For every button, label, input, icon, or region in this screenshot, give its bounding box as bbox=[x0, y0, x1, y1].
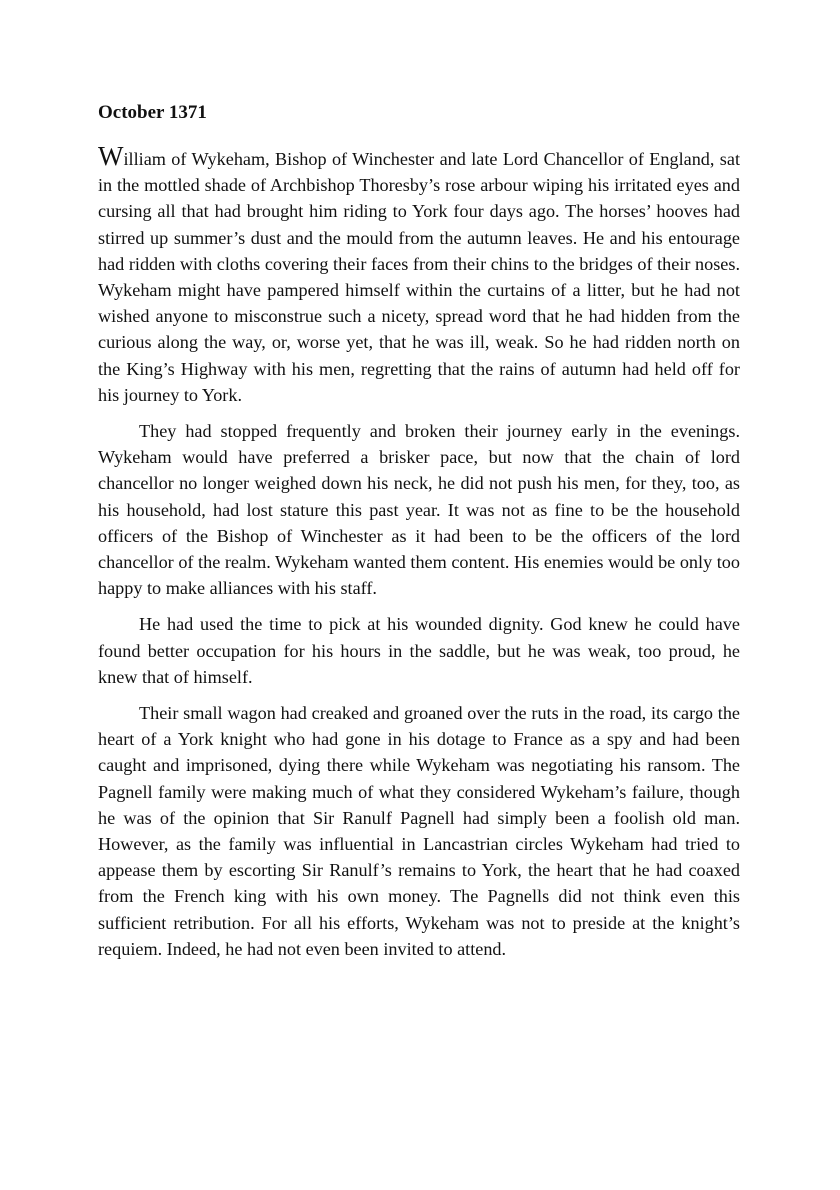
drop-cap: W bbox=[98, 141, 124, 171]
paragraph-3: He had used the time to pick at his wounded dignity. God knew he could have found better occupation for his hours in the saddle, but he was weak, too proud, he knew that of himself. bbox=[98, 614, 740, 687]
paragraph-4: Their small wagon had creaked and groaned over the ruts in the road, its cargo the heart of a York knight who had gone in his dotage to France as a spy and had been caught and imprisoned, dying there while Wykeham was negotiating his ransom. The Pagnell family were making much of what they considered Wykeham’s failure, though he was of the opinion that Sir Ranulf Pagnell had simply been a foolish old man. However, as the family was influential in Lancastrian circles Wykeham had tried to appease them by escorting Sir Ranulf’s remains to York, the heart that he had coaxed from the French king with his own money. The Pagnells did not think even this sufficient retribution. For all his efforts, Wykeham was not to preside at the knight’s requiem. Indeed, he had not even been invited to attend. bbox=[98, 703, 740, 959]
paragraph-1 bbox=[98, 141, 740, 408]
paragraph-2: They had stopped frequently and broken their journey early in the evenings. Wykeham would have preferred a brisker pace, but now that the chain of lord chancellor no longer weighed down his neck, he did not push his men, for they, too, as his household, had lost stature this past year. It was not as fine to be the household officers of the Bishop of Winchester as it had been to be the officers of the lord chancellor of the realm. Wykeham wanted them content. His enemies would be only too happy to make alliances with his staff. bbox=[98, 421, 740, 599]
chapter-heading: October 1371 bbox=[98, 102, 207, 123]
paragraph-1-text: illiam of Wykeham, Bishop of Winchester and late Lord Chancellor of England, sat in the mottled shade of Archbishop Thoresby’s rose arbour wiping his irritated eyes and cursing all that had brought him riding to York four days ago. The horses’ hooves had stirred up summer’s dust and the mould from the autumn leaves. He and his entourage had ridden with cloths covering their faces from their chins to the bridges of their noses. Wykeham might have pampered himself within the curtains of a litter, but he had not wished anyone to misconstrue such a nicety, spread word that he had hidden from the curious along the way, or, worse yet, that he was ill, weak. So he had ridden north on the King’s Highway with his men, regretting that the rains of autumn had held off for his journey to York. bbox=[98, 149, 740, 405]
book-page bbox=[98, 100, 740, 972]
